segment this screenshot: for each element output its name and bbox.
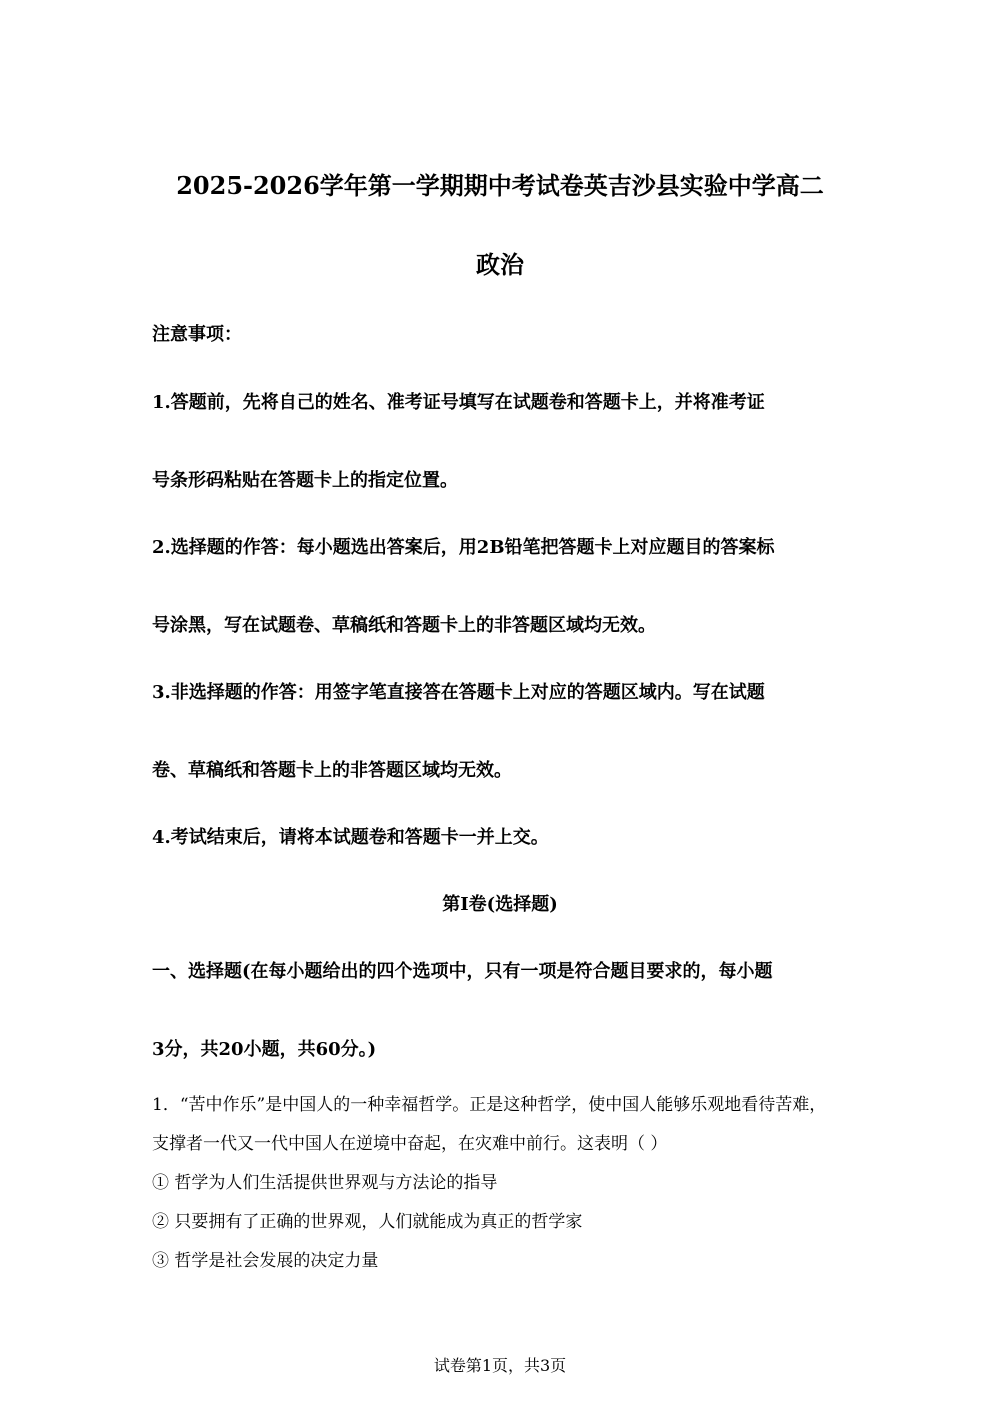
question-stem-line1: 1．“苦中作乐”是中国人的一种幸福哲学。正是这种哲学，使中国人能够乐观地看待苦难， [152,1095,827,1115]
exam-title-line1: 2025-2026学年第一学期期中考试卷英吉沙县实验中学高二 [176,171,824,200]
notice-line: 4.考试结束后，请将本试题卷和答题卡一并上交。 [152,827,549,848]
question-stem-line2: 支撑者一代又一代中国人在逆境中奋起，在灾难中前行。这表明（ ） [152,1134,668,1154]
part-heading-line2: 3分，共20小题，共60分。) [152,1039,377,1060]
exam-title-subject: 政治 [476,250,524,279]
notice-line: 号涂黑，写在试题卷、草稿纸和答题卡上的非答题区域均无效。 [152,615,656,636]
section-title: 第Ⅰ卷(选择题) [442,894,558,915]
page-footer: 试卷第1页，共3页 [433,1356,567,1375]
question-option: ① 哲学为人们生活提供世界观与方法论的指导 [152,1173,498,1193]
notice-line: 卷、草稿纸和答题卡上的非答题区域均无效。 [152,760,512,781]
part-heading-line1: 一、选择题(在每小题给出的四个选项中，只有一项是符合题目要求的，每小题 [152,961,773,982]
question-option: ② 只要拥有了正确的世界观，人们就能成为真正的哲学家 [152,1212,583,1232]
notice-line: 3.非选择题的作答：用签字笔直接答在答题卡上对应的答题区域内。写在试题 [152,682,765,703]
question-option: ③ 哲学是社会发展的决定力量 [152,1251,379,1271]
notice-line: 号条形码粘贴在答题卡上的指定位置。 [152,470,458,491]
notice-line: 2.选择题的作答：每小题选出答案后，用2B铅笔把答题卡上对应题目的答案标 [152,537,775,558]
notice-heading: 注意事项： [152,324,242,345]
notice-line: 1.答题前，先将自己的姓名、准考证号填写在试题卷和答题卡上，并将准考证 [152,392,765,413]
